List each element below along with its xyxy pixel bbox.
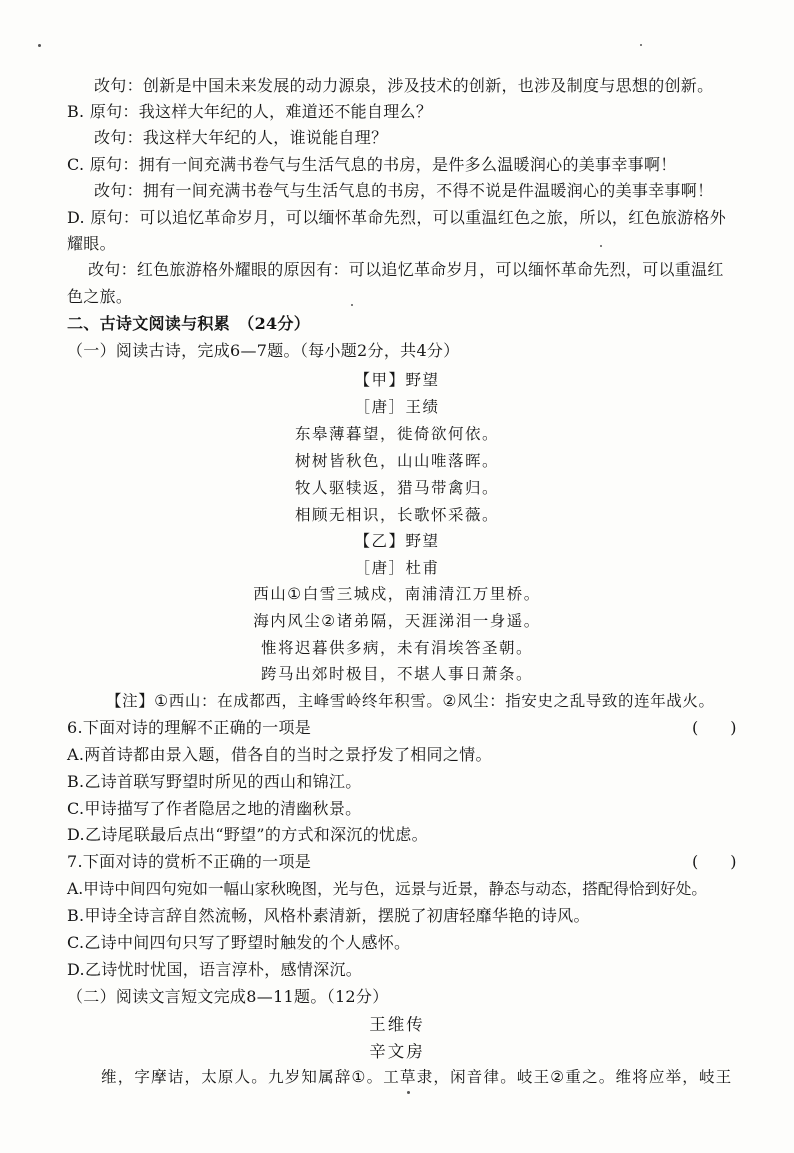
scan-speck bbox=[600, 245, 602, 247]
poem-jia-title: 【甲】野望 bbox=[354, 371, 440, 389]
q6-option: B.乙诗首联写野望时所见的西山和锦江。 bbox=[67, 772, 362, 791]
q5-option-d-revised-line1: 改句：红色旅游格外耀眼的原因有：可以追忆革命岁月，可以缅怀革命先烈，可以重温红 bbox=[88, 260, 724, 279]
poem-yi-line: 惟将迟暮供多病，未有涓埃答圣朝。 bbox=[260, 639, 533, 657]
q7-option: D.乙诗忧时忧国，语言淳朴，感情深沉。 bbox=[67, 960, 363, 979]
section2-part1-heading: （一）阅读古诗，完成6—7题。（每小题2分，共4分） bbox=[67, 341, 460, 360]
poem-yi-author: ［唐］杜甫 bbox=[354, 559, 440, 577]
q6-option: D.乙诗尾联最后点出“野望”的方式和深沉的忧虑。 bbox=[67, 825, 428, 844]
q5-option-a-revised: 改句：创新是中国未来发展的动力源泉，涉及技术的创新，也涉及制度与思想的创新。 bbox=[94, 76, 714, 95]
section2-heading: 二、古诗文阅读与积累 （24分） bbox=[67, 314, 311, 333]
q7-option: A.甲诗中间四句宛如一幅山家秋晚图，光与色，远景与近景，静态与动态，搭配得恰到好处。 bbox=[67, 880, 707, 898]
prose-title: 王维传 bbox=[369, 1015, 425, 1034]
q5-option-b-revised: 改句：我这样大年纪的人，谁说能自理？ bbox=[94, 128, 388, 147]
q5-option-d-revised-line2: 色之旅。 bbox=[67, 287, 133, 306]
q5-option-d-original-line1: D. 原句：可以追忆革命岁月，可以缅怀革命先烈，可以重温红色之旅，所以，红色旅游格外 bbox=[67, 208, 727, 227]
scan-speck bbox=[351, 304, 353, 306]
q5-option-c-revised: 改句：拥有一间充满书卷气与生活气息的书房，不得不说是件温暖润心的美事幸事啊！ bbox=[94, 181, 714, 200]
poem-jia-line: 相顾无相识，长歌怀采薇。 bbox=[294, 506, 499, 524]
poem-jia-line: 东皋薄暮望，徙倚欲何依。 bbox=[294, 425, 499, 443]
q7-option: B.甲诗全诗言辞自然流畅，风格朴素清新，摆脱了初唐轻靡华艳的诗风。 bbox=[67, 906, 590, 925]
q5-option-b-original: B. 原句：我这样大年纪的人，难道还不能自理么？ bbox=[67, 102, 433, 121]
q5-option-c-original: C. 原句：拥有一间充满书卷气与生活气息的书房，是件多么温暖润心的美事幸事啊！ bbox=[67, 155, 677, 174]
q6-answer-blank: ( ) bbox=[692, 718, 737, 737]
poem-jia-author: ［唐］王绩 bbox=[354, 398, 440, 416]
poem-note: 【注】①西山：在成都西，主峰雪岭终年积雪。②风尘：指安史之乱导致的连年战火。 bbox=[106, 692, 715, 710]
poem-yi-line: 海内风尘②诸弟隔，天涯涕泪一身遥。 bbox=[253, 612, 541, 630]
part2-heading: （二）阅读文言短文完成8—11题。（12分） bbox=[67, 987, 389, 1006]
scan-speck bbox=[407, 1091, 410, 1094]
q6-option: A.两首诗都由景入题，借各自的当时之景抒发了相同之情。 bbox=[67, 745, 492, 764]
poem-yi-line: 跨马出郊时极目，不堪人事日萧条。 bbox=[260, 665, 533, 683]
poem-jia-line: 树树皆秋色，山山唯落晖。 bbox=[294, 452, 499, 470]
prose-body-line: 维，字摩诘，太原人。九岁知属辞①。工草隶，闲音律。岐王②重之。维将应举，岐王 bbox=[101, 1068, 733, 1086]
q5-option-d-original-line2: 耀眼。 bbox=[67, 234, 116, 253]
scan-speck bbox=[38, 44, 41, 47]
poem-yi-title: 【乙】野望 bbox=[354, 532, 440, 550]
q6-option: C.甲诗描写了作者隐居之地的清幽秋景。 bbox=[67, 799, 362, 818]
q7-stem: 7.下面对诗的赏析不正确的一项是 bbox=[67, 852, 312, 871]
q6-stem: 6.下面对诗的理解不正确的一项是 bbox=[67, 718, 312, 737]
prose-author: 辛文房 bbox=[369, 1042, 425, 1061]
q7-option: C.乙诗中间四句只写了野望时触发的个人感怀。 bbox=[67, 933, 411, 952]
scan-speck bbox=[640, 44, 642, 46]
poem-jia-line: 牧人驱犊返，猎马带禽归。 bbox=[294, 479, 499, 497]
q7-answer-blank: ( ) bbox=[692, 852, 737, 871]
poem-yi-line: 西山①白雪三城戍，南浦清江万里桥。 bbox=[253, 585, 541, 603]
